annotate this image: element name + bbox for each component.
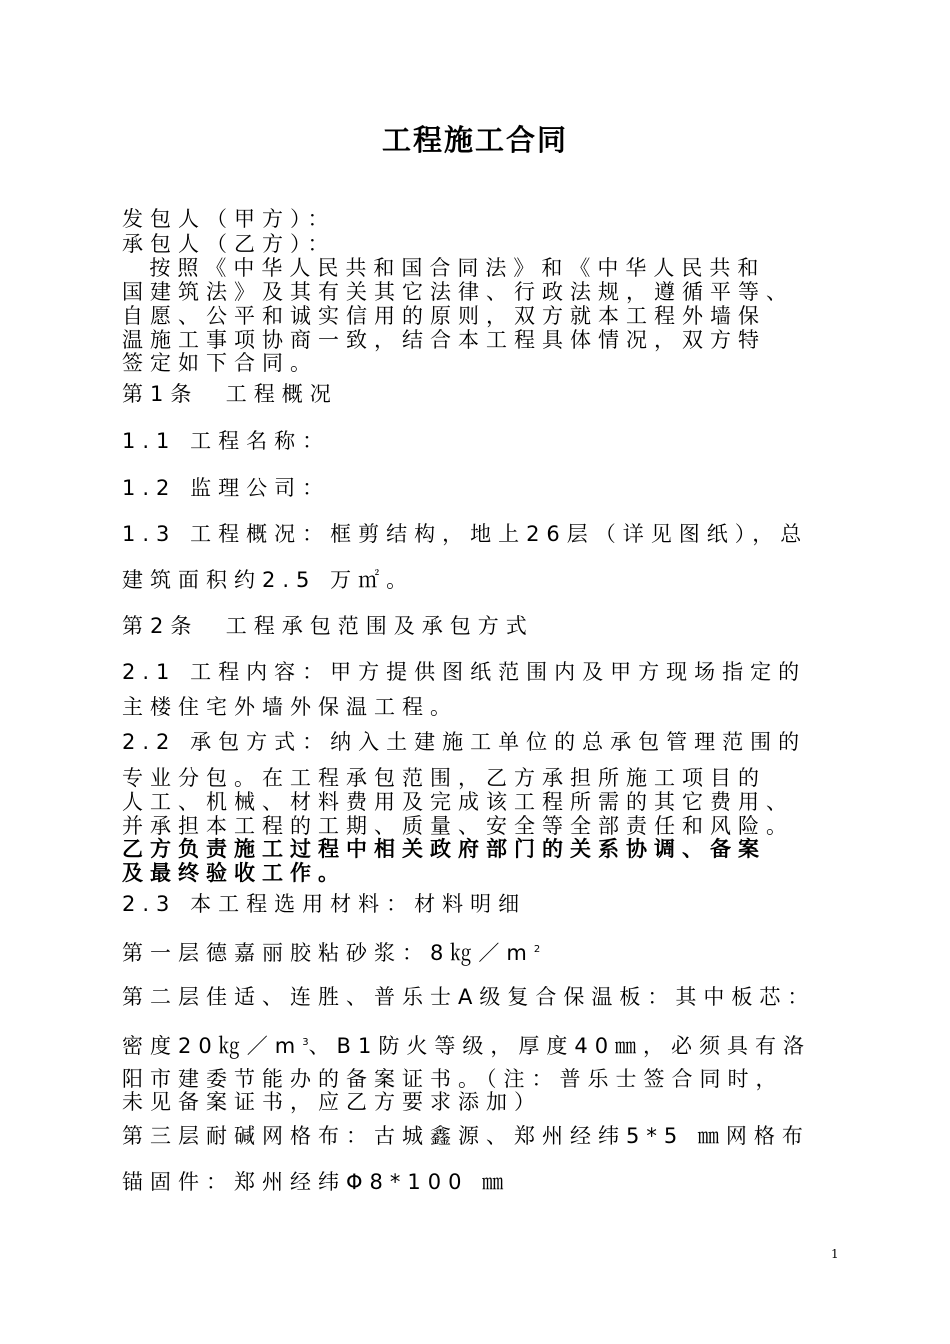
material-layer-2-note: 未见备案证书，应乙方要求添加） [122,1090,542,1114]
clause-2-2: 2.2 承包方式：纳入土建施工单位的总承包管理范围的 [122,730,807,754]
clause-2-1-cont: 主楼住宅外墙外保温工程。 [122,695,458,719]
material-layer-1 [122,938,540,965]
clause-2-2-bold: 及最终验收工作。 [122,861,346,885]
document-title: 工程施工合同 [381,123,568,157]
preamble-line: 国建筑法》及其有关其它法律、行政法规，遵循平等、 [122,280,794,304]
clause-2-2-bold: 乙方负责施工过程中相关政府部门的关系协调、备案 [122,837,766,861]
superscript: 3 [302,1037,309,1048]
clause-2-2-cont: 并承担本工程的工期、质量、安全等全部责任和风险。 [122,814,794,838]
material-layer-1-text: 第一层德嘉丽胶粘砂浆：8㎏／m [122,941,534,965]
preamble-line: 温施工事项协商一致，结合本工程具体情况，双方特 [122,328,766,352]
clause-1-2: 1.2 监理公司： [122,476,331,500]
clause-1-3-cont: 建筑面积约2.5 万㎡。 [122,568,415,592]
material-layer-3: 第三层耐碱网格布：古城鑫源、郑州经纬5*5 ㎜网格布 [122,1124,810,1148]
preamble-line: 按照《中华人民共和国合同法》和《中华人民共和 [122,256,766,280]
material-layer-2-cont: 阳市建委节能办的备案证书。（注：普乐士签合同时， [122,1067,784,1091]
clause-2-2-cont: 专业分包。在工程承包范围，乙方承担所施工项目的 [122,766,766,790]
material-layer-2: 第二层佳适、连胜、普乐士A级复合保温板：其中板芯： [122,985,816,1009]
clause-1-1: 1.1 工程名称： [122,429,331,453]
party-a-line: 发包人（甲方）： [122,207,336,231]
page-number: 1 [831,1247,839,1261]
density-text: 密度20㎏／m [122,1034,303,1058]
clause-2-1: 2.1 工程内容：甲方提供图纸范围内及甲方现场指定的 [122,660,807,684]
material-layer-2-cont [122,1031,811,1058]
preamble-line: 自愿、公平和诚实信用的原则，双方就本工程外墙保 [122,304,766,328]
article-1-heading: 第1条 工程概况 [122,382,338,406]
density-text-rest: 、B1防火等级，厚度40㎜，必须具有洛 [308,1034,812,1058]
superscript: 2 [533,944,541,955]
clause-1-3: 1.3 工程概况：框剪结构，地上26层（详见图纸），总 [122,522,809,546]
article-2-heading: 第2条 工程承包范围及承包方式 [122,614,534,638]
party-b-line: 承包人（乙方）： [122,232,336,256]
anchor-fixing: 锚固件：郑州经纬Φ8*100 ㎜ [122,1170,511,1194]
clause-2-3: 2.3 本工程选用材料：材料明细 [122,892,527,916]
clause-2-2-cont: 人工、机械、材料费用及完成该工程所需的其它费用、 [122,790,794,814]
preamble-line: 签定如下合同。 [122,351,318,375]
